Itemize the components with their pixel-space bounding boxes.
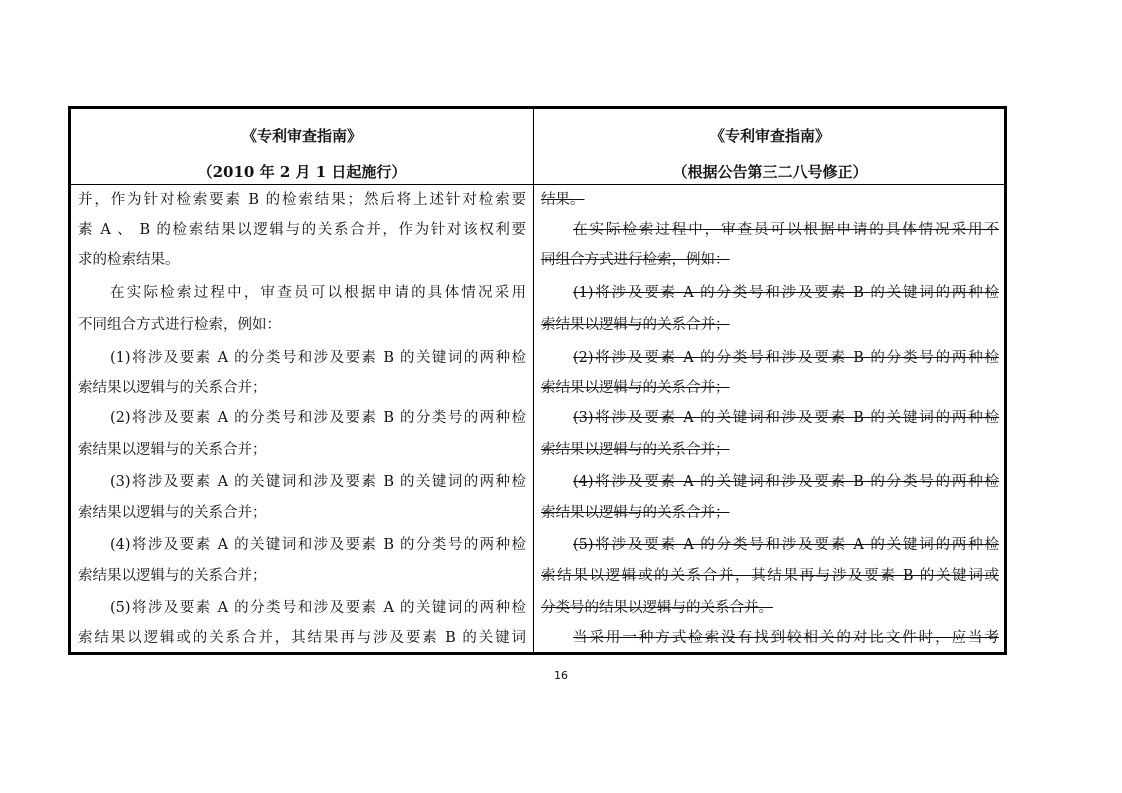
left-line-8: (2)将涉及要素 A 的分类号和涉及要素 B 的分类号的两种检 — [110, 410, 526, 426]
right-line-3: 同组合方式进行检索，例如： — [541, 252, 730, 268]
right-header-subtitle: （根据公告第三二八号修正） — [672, 163, 868, 181]
left-header-title: 《专利审查指南》 — [241, 127, 362, 145]
left-line-4: 在实际检索过程中，审查员可以根据申请的具体情况采用 — [110, 285, 526, 301]
left-column — [78, 108, 526, 653]
right-line-5: 索结果以逻辑与的关系合并； — [541, 317, 730, 333]
left-line-12: (4)将涉及要素 A 的关键词和涉及要素 B 的分类号的两种检 — [110, 537, 526, 553]
left-line-15: 索结果以逻辑或的关系合并，其结果再与涉及要素 B 的关键词 — [78, 630, 526, 646]
right-column — [541, 108, 999, 653]
right-header-title: 《专利审查指南》 — [709, 127, 830, 145]
right-line-10: (4)将涉及要素 A 的关键词和涉及要素 B 的分类号的两种检 — [573, 474, 999, 490]
right-line-13: 索结果以逻辑或的关系合并，其结果再与涉及要素 B 的关键词或 — [541, 568, 999, 584]
column-divider — [533, 106, 534, 655]
left-line-11: 索结果以逻辑与的关系合并； — [78, 505, 267, 521]
right-line-15: 当采用一种方式检索没有找到较相关的对比文件时，应当考 — [573, 630, 999, 646]
right-line-4: (1)将涉及要素 A 的分类号和涉及要素 B 的关键词的两种检 — [573, 285, 999, 301]
right-line-8: (3)将涉及要素 A 的关键词和涉及要素 B 的关键词的两种检 — [573, 410, 999, 426]
page-number: 16 — [554, 669, 568, 682]
right-line-12: (5)将涉及要素 A 的分类号和涉及要素 A 的关键词的两种检 — [573, 537, 999, 553]
right-line-9: 索结果以逻辑与的关系合并； — [541, 442, 730, 458]
left-header-subtitle: （2010 年 2 月 1 日起施行） — [197, 163, 407, 181]
left-line-7: 索结果以逻辑与的关系合并； — [78, 380, 267, 396]
right-line-14: 分类号的结果以逻辑与的关系合并。 — [541, 600, 773, 616]
left-line-2: 素 A 、 B 的检索结果以逻辑与的关系合并，作为针对该权利要 — [78, 222, 526, 238]
right-line-11: 索结果以逻辑与的关系合并； — [541, 505, 730, 521]
right-line-2: 在实际检索过程中，审查员可以根据申请的具体情况采用不 — [573, 222, 999, 238]
right-line-6: (2)将涉及要素 A 的分类号和涉及要素 B 的分类号的两种检 — [573, 350, 999, 366]
left-line-10: (3)将涉及要素 A 的关键词和涉及要素 B 的关键词的两种检 — [110, 474, 526, 490]
left-line-9: 索结果以逻辑与的关系合并； — [78, 442, 267, 458]
left-line-14: (5)将涉及要素 A 的分类号和涉及要素 A 的关键词的两种检 — [110, 600, 526, 616]
left-line-3: 求的检索结果。 — [78, 252, 180, 268]
left-line-6: (1)将涉及要素 A 的分类号和涉及要素 B 的关键词的两种检 — [110, 350, 526, 366]
right-line-7: 索结果以逻辑与的关系合并； — [541, 380, 730, 396]
left-line-13: 索结果以逻辑与的关系合并； — [78, 568, 267, 584]
right-line-1: 结果。 — [541, 192, 585, 208]
left-line-1: 并，作为针对检索要素 B 的检索结果；然后将上述针对检索要 — [78, 192, 526, 208]
left-line-5: 不同组合方式进行检索，例如： — [78, 317, 281, 333]
